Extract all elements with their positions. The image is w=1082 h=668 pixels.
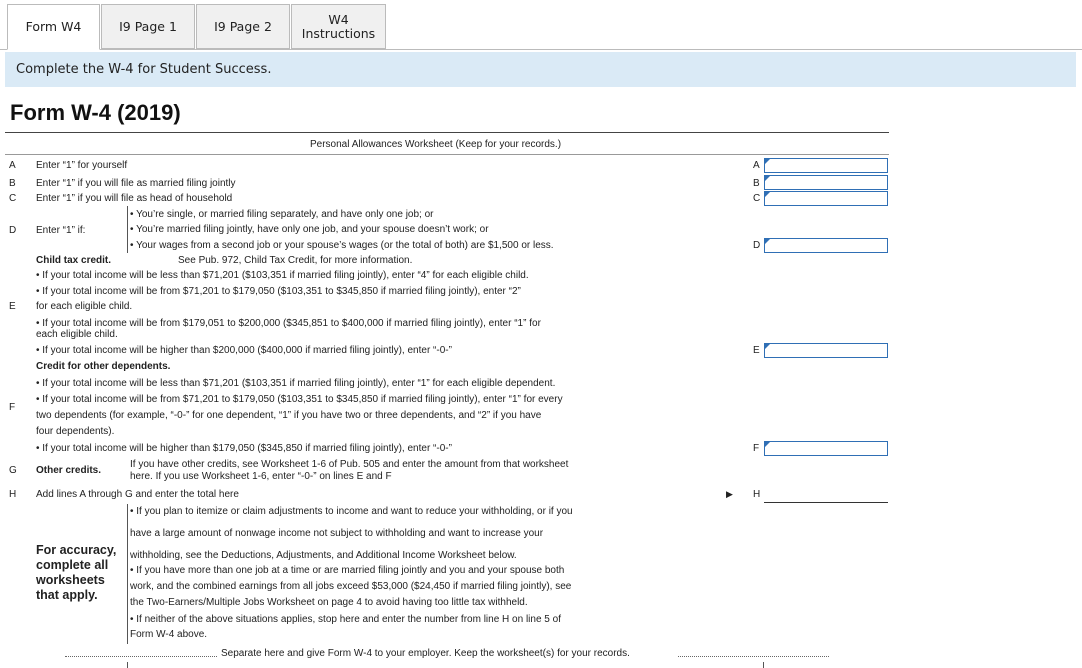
accuracy-line-7: • If neither of the above situations applies, stop here and enter the number from line H on line 5 of — [130, 614, 561, 625]
instruction-banner: Complete the W-4 for Student Success. — [5, 52, 1076, 87]
row-d-bracket — [127, 206, 128, 253]
tab-w4-instructions[interactable]: W4 Instructions — [291, 4, 386, 49]
row-e-line-3: for each eligible child. — [36, 301, 133, 312]
row-d-bullet-1: • You’re single, or married filing separately, and have only one job; or — [130, 209, 434, 220]
row-letter-f: F — [9, 402, 16, 413]
row-f-line-1: • If your total income will be less than $71,201 ($103,351 if married filing jointly), enter “1” for each eligible dependent. — [36, 378, 556, 389]
row-letter-b: B — [9, 178, 16, 189]
field-label-e: E — [753, 345, 760, 356]
row-h-text: Add lines A through G and enter the total here — [36, 489, 239, 500]
separator-dots-left — [65, 656, 217, 657]
row-f-line-3: two dependents (for example, “-0-” for one dependent, “1” if you have two or three dependents, and “2” if you have — [36, 410, 542, 421]
row-a-text: Enter “1” for yourself — [36, 160, 128, 171]
line-f-input[interactable] — [764, 441, 888, 456]
accuracy-line-4: • If you have more than one job at a time or are married filing jointly and you and your spouse both — [130, 565, 565, 576]
line-c-input[interactable] — [764, 191, 888, 206]
row-g-line-1: If you have other credits, see Worksheet 1-6 of Pub. 505 and enter the amount from that worksheet — [130, 459, 569, 470]
line-e-input[interactable] — [764, 343, 888, 358]
row-f-line-2: • If your total income will be from $71,201 to $179,050 ($103,351 to $345,850 if married filing jointly), enter “1” for every — [36, 394, 563, 405]
accuracy-note: For accuracy, complete all worksheets that apply. — [36, 543, 117, 602]
field-label-a: A — [753, 160, 760, 171]
row-letter-a: A — [9, 160, 16, 171]
field-label-b: B — [753, 178, 760, 189]
separator-dots-right — [678, 656, 829, 657]
field-label-f: F — [753, 443, 760, 454]
row-e-line-2: • If your total income will be from $71,201 to $179,050 ($103,351 to $345,850 if married filing jointly), enter “2” — [36, 286, 521, 297]
tab-i9-page-1[interactable]: I9 Page 1 — [101, 4, 195, 49]
child-tax-credit-heading: Child tax credit. — [36, 255, 112, 266]
separator-tick-left — [127, 662, 128, 668]
row-g-line-2: here. If you use Worksheet 1-6, enter “-0-” on lines E and F — [130, 471, 392, 482]
row-letter-d: D — [9, 225, 17, 236]
field-label-c: C — [753, 193, 761, 204]
row-letter-e: E — [9, 301, 16, 312]
accuracy-line-8: Form W-4 above. — [130, 629, 208, 640]
row-d-bullet-2: • You’re married filing jointly, have only one job, and your spouse doesn’t work; or — [130, 224, 489, 235]
worksheet-header-rule — [5, 154, 889, 155]
row-e-line-1: • If your total income will be less than $71,201 ($103,351 if married filing jointly), enter “4” for each eligible child. — [36, 270, 529, 281]
accuracy-line-5: work, and the combined earnings from all jobs exceed $53,000 ($24,450 if married filing jointly), see — [130, 581, 572, 592]
row-e-line-5: each eligible child. — [36, 329, 118, 340]
accuracy-line-2: have a large amount of nonwage income not subject to withholding and want to increase your — [130, 528, 544, 539]
accuracy-line-3: withholding, see the Deductions, Adjustments, and Additional Income Worksheet below. — [130, 550, 517, 561]
row-letter-h: H — [9, 489, 17, 500]
separator-text: Separate here and give Form W-4 to your employer. Keep the worksheet(s) for your records. — [221, 648, 630, 659]
row-d-text: Enter “1” if: — [36, 225, 86, 236]
row-b-text: Enter “1” if you will file as married filing jointly — [36, 178, 236, 189]
accuracy-line-1: • If you plan to itemize or claim adjustments to income and want to reduce your withholding, or if you — [130, 506, 573, 517]
credit-other-dependents-heading: Credit for other dependents. — [36, 361, 171, 372]
tab-i9-page-2[interactable]: I9 Page 2 — [196, 4, 290, 49]
line-d-input[interactable] — [764, 238, 888, 253]
row-e-line-6: • If your total income will be higher than $200,000 ($400,000 if married filing jointly), enter “-0-” — [36, 345, 452, 356]
child-tax-credit-note: See Pub. 972, Child Tax Credit, for more information. — [178, 255, 413, 266]
row-letter-c: C — [9, 193, 17, 204]
page-title: Form W-4 (2019) — [10, 100, 181, 125]
row-f-line-4: four dependents). — [36, 426, 115, 437]
field-label-d: D — [753, 240, 761, 251]
title-rule — [5, 132, 889, 133]
tab-form-w4[interactable]: Form W4 — [7, 4, 100, 50]
line-h-total — [764, 502, 888, 503]
row-c-text: Enter “1” if you will file as head of household — [36, 193, 233, 204]
row-d-bullet-3: • Your wages from a second job or your spouse’s wages (or the total of both) are $1,500 or less. — [130, 240, 554, 251]
accuracy-line-6: the Two-Earners/Multiple Jobs Worksheet on page 4 to avoid having too little tax withheld. — [130, 597, 528, 608]
row-e-line-4: • If your total income will be from $179,051 to $200,000 ($345,851 to $400,000 if married filing jointly), enter “1” for — [36, 318, 541, 329]
worksheet-title: Personal Allowances Worksheet (Keep for your records.) — [310, 139, 562, 150]
other-credits-label: Other credits. — [36, 465, 102, 476]
field-label-h: H — [753, 489, 761, 500]
tab-bar — [0, 0, 1082, 50]
line-a-input[interactable] — [764, 158, 888, 173]
row-letter-g: G — [9, 465, 17, 476]
separator-tick-right — [763, 662, 764, 668]
arrow-right-icon: ▶ — [726, 489, 733, 499]
row-f-line-5: • If your total income will be higher than $179,050 ($345,850 if married filing jointly), enter “-0-” — [36, 443, 452, 454]
tab-bar-divider — [0, 49, 1082, 50]
line-b-input[interactable] — [764, 175, 888, 190]
